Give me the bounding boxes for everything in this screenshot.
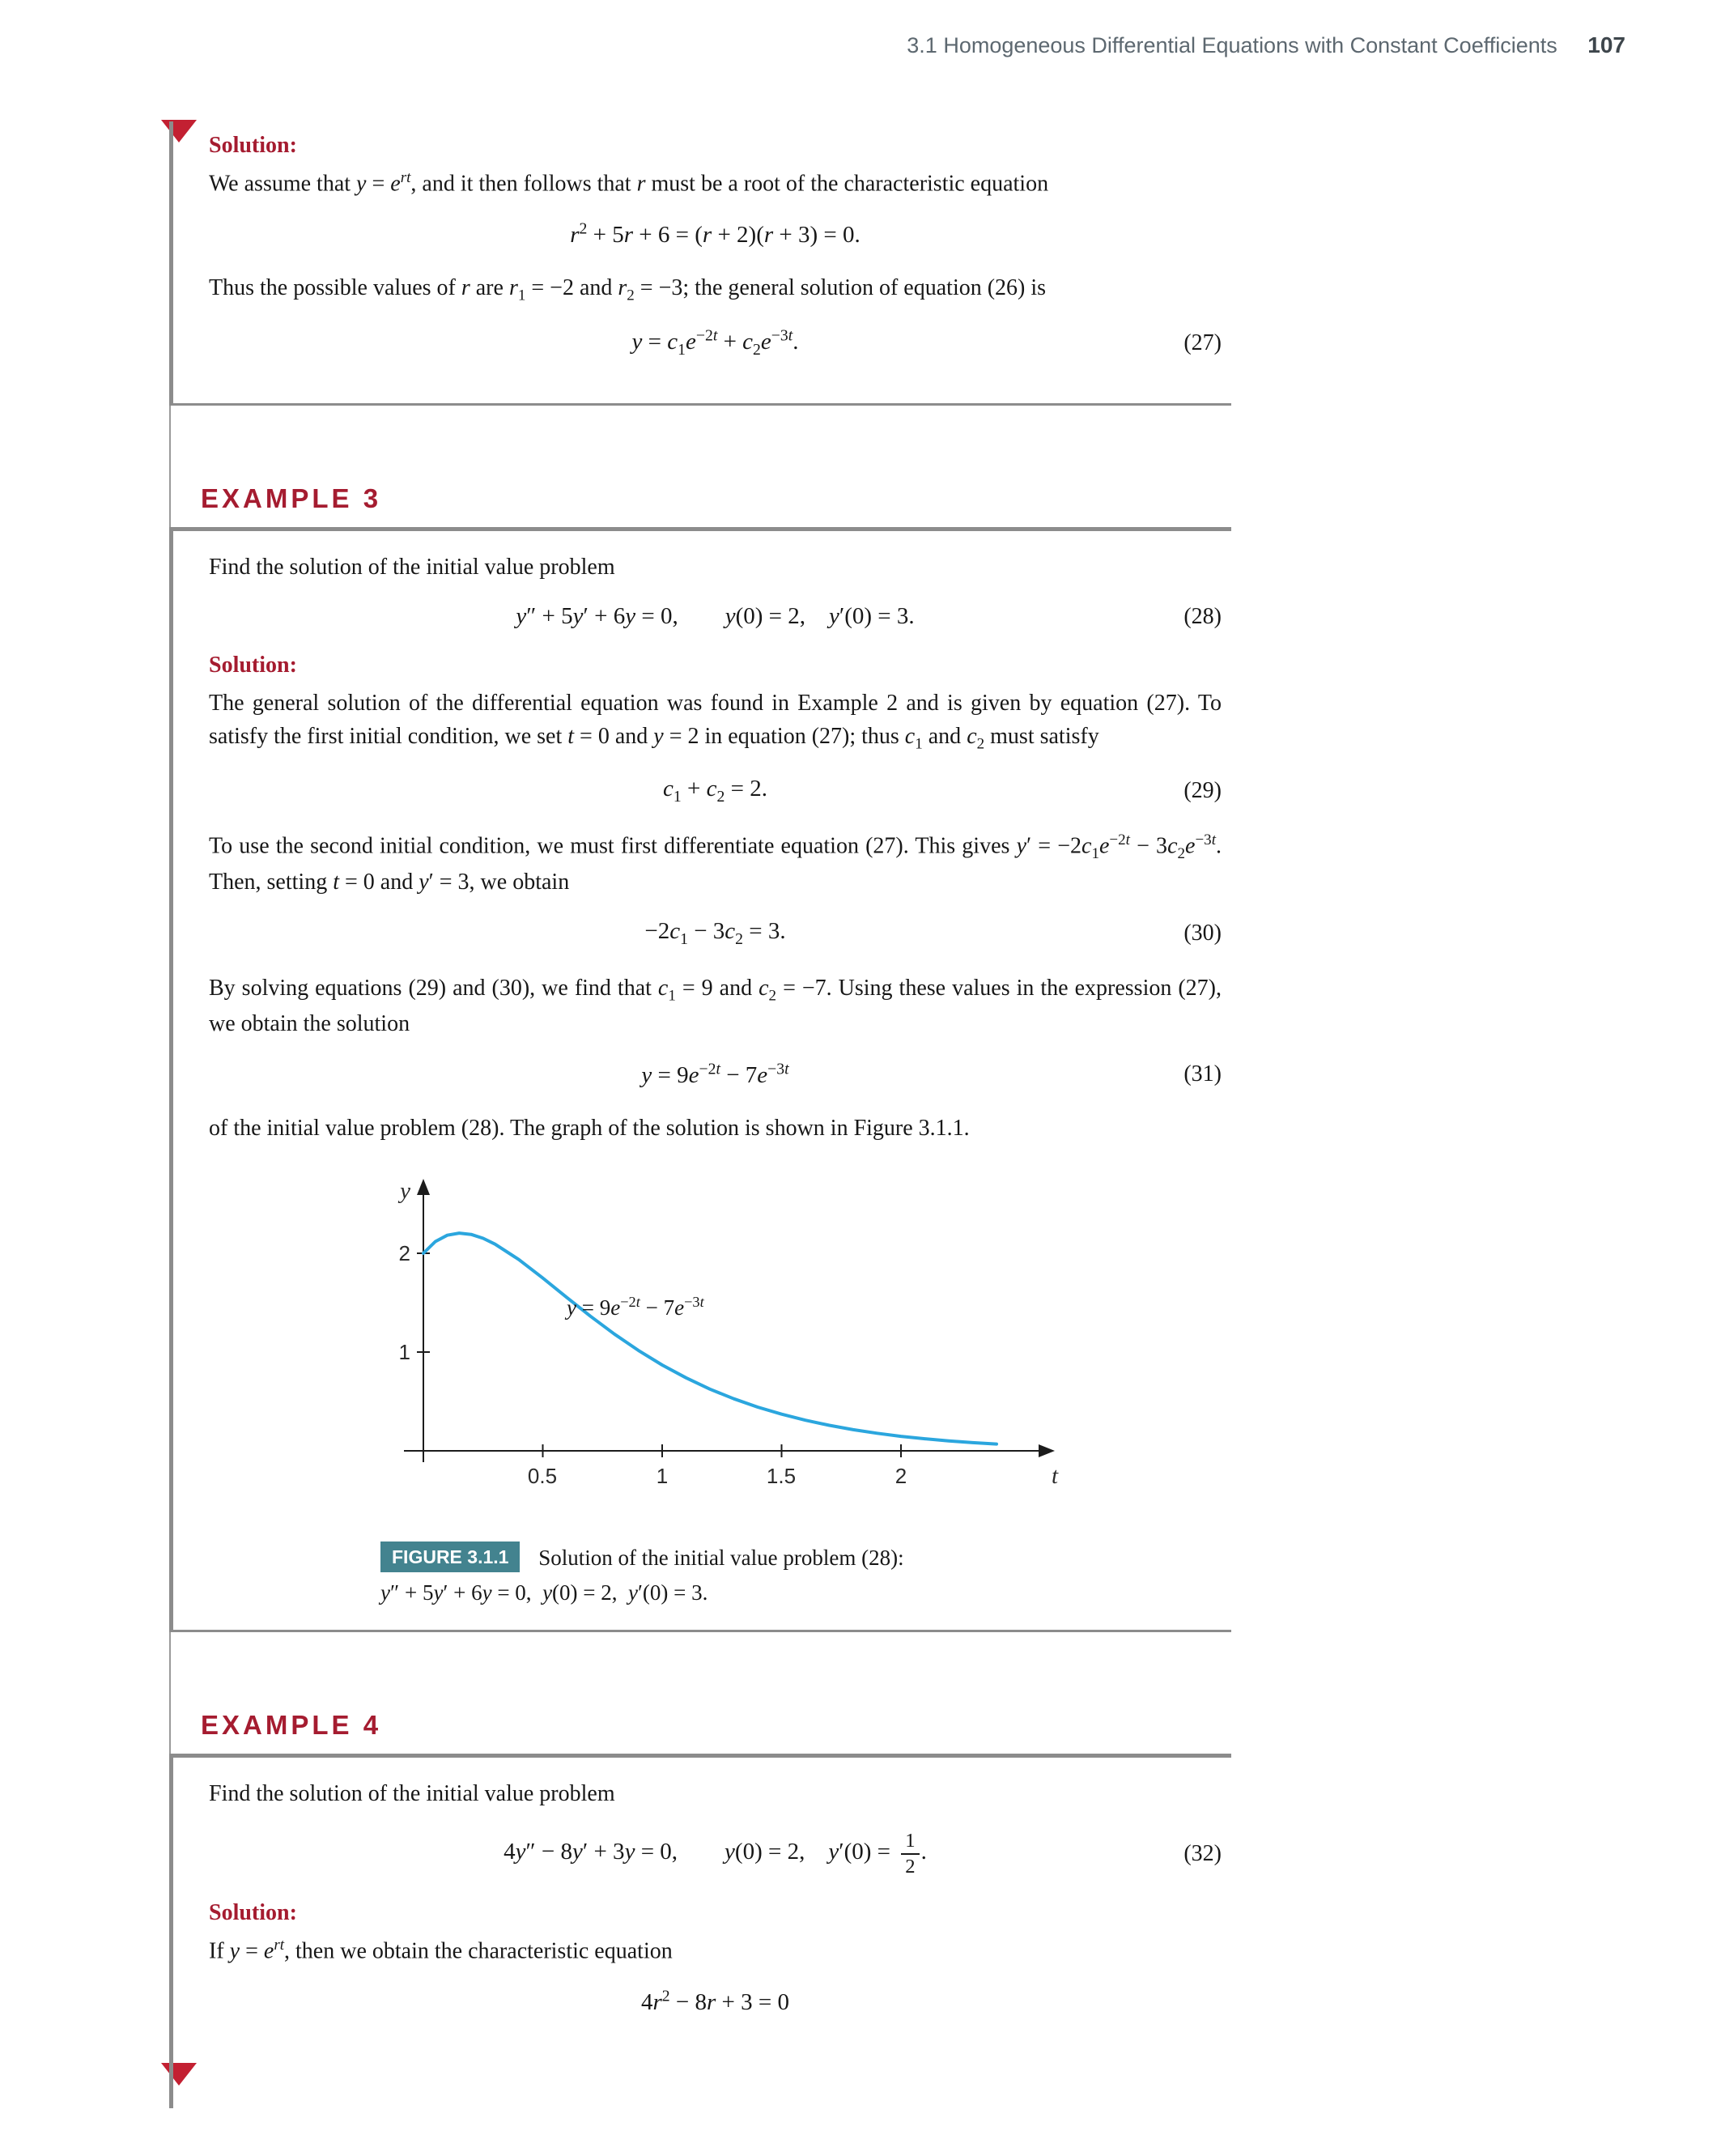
equation: y″ + 5y′ + 6y = 0, y(0) = 2, y′(0) = 3. — [516, 603, 915, 630]
equation: 4y″ − 8y′ + 3y = 0, y(0) = 2, y′(0) = $\frac{1}{2}$ . — [504, 1830, 927, 1877]
equation-number: (27) — [1183, 330, 1222, 355]
equation-row — [209, 603, 1222, 630]
solution-label: Solution: — [209, 1899, 297, 1925]
equation-number: (32) — [1183, 1840, 1222, 1866]
solution-curve — [423, 1233, 996, 1444]
example3-block — [169, 527, 1231, 1632]
example2-solution-block — [169, 121, 1231, 406]
solution-label: Solution: — [209, 133, 297, 158]
example4-heading: EXAMPLE 4 — [201, 1710, 382, 1741]
running-head — [907, 32, 1625, 58]
equation-number: (31) — [1183, 1061, 1222, 1087]
equation-row — [209, 918, 1222, 949]
equation-row — [209, 219, 1222, 249]
x-axis-label: t — [1052, 1463, 1059, 1490]
equation-row — [209, 1060, 1222, 1089]
body-paragraph: Thus the possible values of r are $r_1 = -2$ and $r_2 = -3$; the general solution of equation (26) is — [209, 275, 1047, 304]
equation: $4r^2 - 8r + 3 = 0$ — [640, 1987, 790, 2015]
equation-row — [209, 1987, 1222, 2016]
equation: $y = c_1e^{-2t} + c_2e^{-3t}$. — [631, 326, 799, 359]
figure-3-1-1 — [209, 1166, 1222, 1605]
y-axis-arrow-icon — [417, 1179, 430, 1195]
x-tick-label: 0.5 — [527, 1464, 558, 1489]
page-content — [169, 121, 1231, 2108]
equation-row — [209, 776, 1222, 806]
equation: $-2c_1 - 3c_2 = 3$. — [644, 917, 786, 948]
x-tick-label: 1.5 — [766, 1464, 797, 1489]
figure-caption-text: Solution of the initial value problem (28): — [538, 1546, 904, 1571]
y-tick-label: 1 — [398, 1340, 410, 1365]
equation-number: (30) — [1183, 920, 1222, 946]
example3-heading: EXAMPLE 3 — [201, 483, 382, 514]
body-paragraph: The general solution of the differential equation was found in Example 2 and is given by equation (27). To satisfy the first initial condition, we set t = 0 and y = 2 in equation (27); thus $c_1$ and $c_2$ must satisfy — [209, 691, 1222, 754]
figure-caption — [380, 1543, 1222, 1605]
example3-intro: Find the solution of the initial value problem — [209, 555, 615, 580]
figure-caption-equation: y″ + 5y′ + 6y = 0, y(0) = 2, y′(0) = 3. — [380, 1580, 708, 1605]
curve-equation-label: $y = 9e^{-2t} - 7e^{-3t}$ — [567, 1294, 704, 1320]
body-paragraph: By solving equations (29) and (30), we find that $c_1 = 9$ and $c_2 = -7$. Using these values in the expression (27), we obtain the solution — [209, 975, 1222, 1037]
y-tick-label: 2 — [398, 1241, 410, 1266]
equation-row — [209, 1830, 1222, 1877]
solution-label: Solution: — [209, 653, 297, 678]
x-tick-label: 1 — [656, 1464, 669, 1489]
page-number: 107 — [1587, 32, 1625, 57]
equation-number: (28) — [1183, 603, 1222, 629]
example4-intro: Find the solution of the initial value problem — [209, 1781, 615, 1807]
equation-number: (29) — [1183, 777, 1222, 803]
section-title: 3.1 Homogeneous Differential Equations with Constant Coefficients — [907, 33, 1557, 57]
body-paragraph: of the initial value problem (28). The graph of the solution is shown in Figure 3.1.1. — [209, 1116, 970, 1142]
equation: $y = 9e^{-2t} - 7e^{-3t}$ — [641, 1060, 789, 1089]
example4-block — [169, 1754, 1231, 2108]
y-axis-label: y — [400, 1178, 410, 1205]
equation: $r^2 + 5r + 6 = (r + 2)(r + 3) = 0$. — [570, 219, 860, 249]
body-paragraph: To use the second initial condition, we must first differentiate equation (27). This gives $y' = -2c_1e^{-2t} - 3c_2e^{-3t}$. Then, setting t = 0 and y′ = 3, we obtain — [209, 831, 1222, 895]
body-paragraph: We assume that $y = e^{rt}$, and it then follows that r must be a root of the characteristic equation — [209, 169, 1049, 197]
body-paragraph: If $y = e^{rt}$, then we obtain the characteristic equation — [209, 1936, 673, 1963]
solution-plot — [375, 1166, 1079, 1530]
x-axis-arrow-icon — [1039, 1444, 1055, 1457]
equation-row — [209, 327, 1222, 359]
x-tick-label: 2 — [894, 1464, 907, 1489]
equation: $c_1 + c_2 = 2$. — [663, 776, 767, 806]
figure-badge: FIGURE 3.1.1 — [380, 1542, 520, 1572]
plot-canvas — [375, 1166, 1079, 1530]
